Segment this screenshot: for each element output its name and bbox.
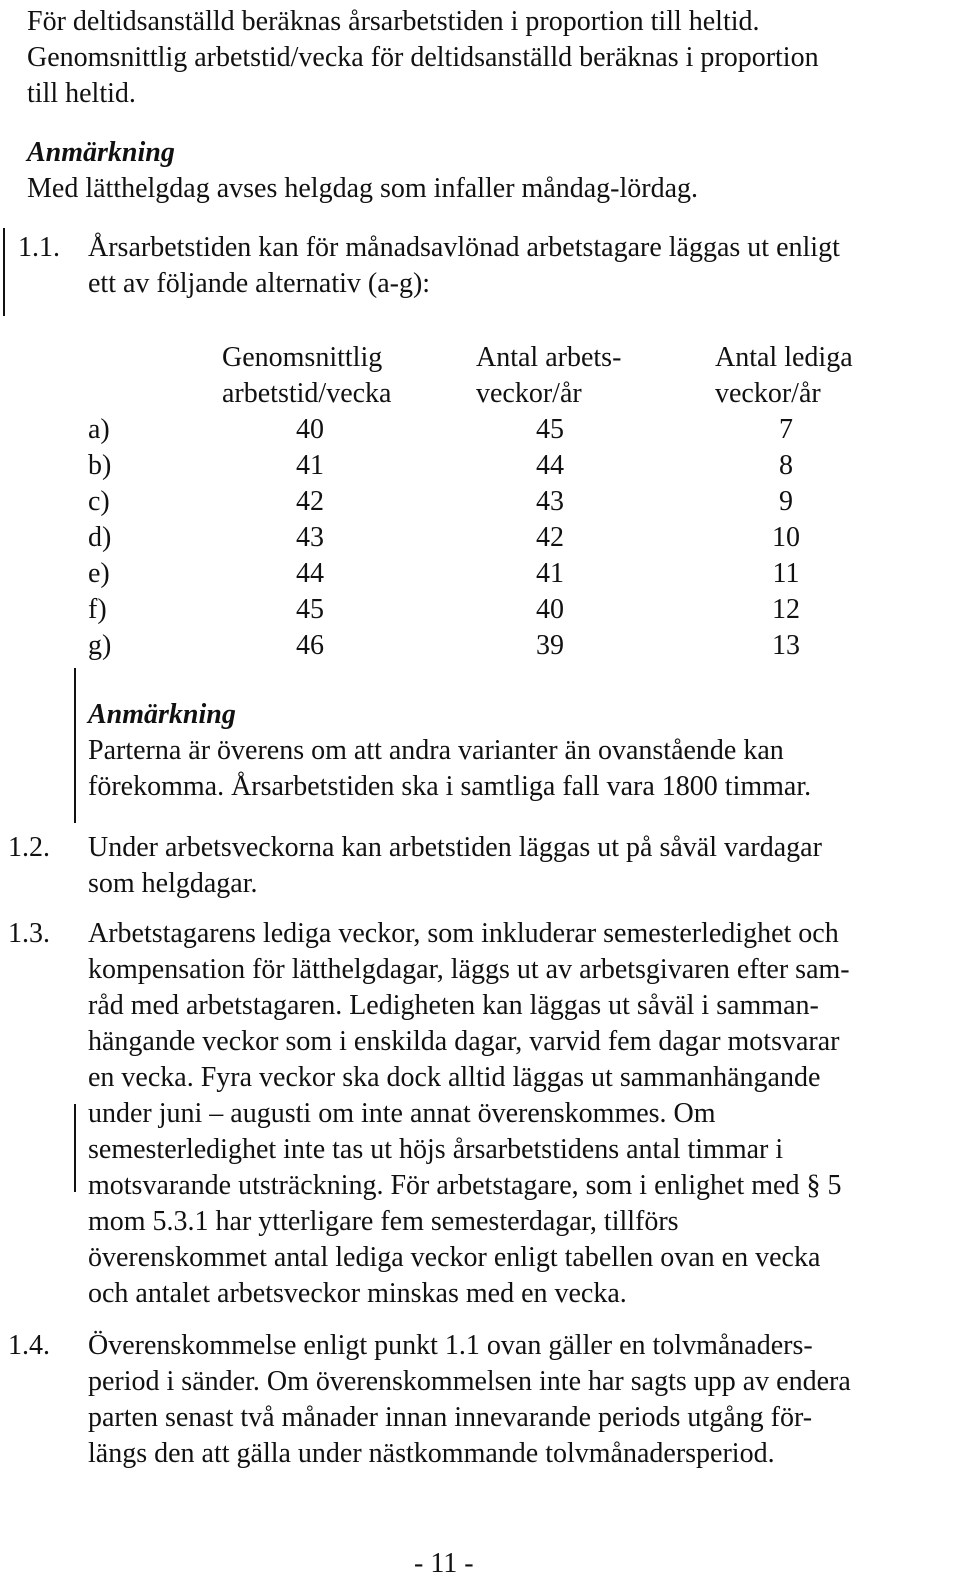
section-text-line: råd med arbetstagaren. Ledigheten kan läggas ut såväl i samman-	[88, 990, 819, 1021]
table-cell-label: a)	[88, 414, 110, 445]
table-cell-hours: 45	[296, 594, 324, 625]
table-cell-label: c)	[88, 486, 110, 517]
table-cell-label: e)	[88, 558, 110, 589]
table-cell-free-weeks: 10	[772, 522, 800, 553]
section-text-line: mom 5.3.1 har ytterligare fem semesterdagar, tillförs	[88, 1206, 679, 1237]
table-cell-hours: 43	[296, 522, 324, 553]
section-text-line: Arbetstagarens lediga veckor, som inkluderar semesterledighet och	[88, 918, 839, 949]
section-text-line: Överenskommelse enligt punkt 1.1 ovan gäller en tolvmånaders-	[88, 1330, 813, 1361]
note-heading: Anmärkning	[27, 137, 175, 168]
table-cell-work-weeks: 40	[536, 594, 564, 625]
section-number: 1.2.	[8, 832, 50, 863]
section-text-line: längs den att gälla under nästkommande tolvmånadersperiod.	[88, 1438, 775, 1469]
intro-line: till heltid.	[27, 78, 136, 109]
table-header-hours-line1: Genomsnittlig	[222, 342, 383, 373]
note-text: Med lätthelgdag avses helgdag som infaller måndag-lördag.	[27, 173, 699, 204]
table-header-work-weeks-line2: veckor/år	[476, 378, 582, 409]
section-text-line: överenskommet antal lediga veckor enligt tabellen ovan en vecka	[88, 1242, 821, 1273]
table-cell-free-weeks: 9	[779, 486, 793, 517]
section-text-line: en vecka. Fyra veckor ska dock alltid läggas ut sammanhängande	[88, 1062, 821, 1093]
note-heading: Anmärkning	[88, 699, 236, 730]
table-cell-label: g)	[88, 630, 112, 661]
table-cell-work-weeks: 44	[536, 450, 564, 481]
section-number: 1.1.	[18, 232, 60, 263]
section-text-line: hängande veckor som i enskilda dagar, varvid fem dagar motsvarar	[88, 1026, 840, 1057]
table-cell-free-weeks: 12	[772, 594, 800, 625]
table-cell-hours: 42	[296, 486, 324, 517]
change-bar	[74, 1104, 76, 1192]
change-bar	[3, 228, 5, 316]
note-text-line: Parterna är överens om att andra varianter än ovanstående kan	[88, 735, 784, 766]
table-cell-work-weeks: 43	[536, 486, 564, 517]
section-1-4-text	[88, 1328, 851, 1472]
intro-line: Genomsnittlig arbetstid/vecka för deltidsanställd beräknas i proportion	[27, 42, 819, 73]
table-cell-free-weeks: 8	[779, 450, 793, 481]
section-text-line: Årsarbetstiden kan för månadsavlönad arbetstagare läggas ut enligt	[88, 232, 840, 263]
table-cell-free-weeks: 13	[772, 630, 800, 661]
section-text-line: under juni – augusti om inte annat överenskommes. Om	[88, 1098, 716, 1129]
section-text-line: ett av följande alternativ (a-g):	[88, 268, 431, 299]
table-header-free-weeks-line2: veckor/år	[715, 378, 821, 409]
table-cell-free-weeks: 11	[772, 558, 800, 589]
table-cell-work-weeks: 42	[536, 522, 564, 553]
table-header-work-weeks-line1: Antal arbets-	[476, 342, 622, 373]
section-text-line: parten senast två månader innan innevarande periods utgång för-	[88, 1402, 813, 1433]
table-header-free-weeks-line1: Antal lediga	[715, 342, 853, 373]
section-text-line: kompensation för lätthelgdagar, läggs ut av arbetsgivaren efter sam-	[88, 954, 850, 985]
section-text-line: som helgdagar.	[88, 868, 258, 899]
section-number: 1.3.	[8, 918, 50, 949]
change-bar	[74, 668, 76, 823]
table-cell-work-weeks: 41	[536, 558, 564, 589]
section-text-line: semesterledighet inte tas ut höjs årsarbetstidens antal timmar i	[88, 1134, 784, 1165]
table-cell-free-weeks: 7	[779, 414, 793, 445]
table-cell-label: f)	[88, 594, 107, 625]
section-text-line: Under arbetsveckorna kan arbetstiden läggas ut på såväl vardagar	[88, 832, 822, 863]
table-cell-label: d)	[88, 522, 112, 553]
table-cell-work-weeks: 45	[536, 414, 564, 445]
intro-line: För deltidsanställd beräknas årsarbetstiden i proportion till heltid.	[27, 6, 760, 37]
section-text-line: period i sänder. Om överenskommelsen inte har sagts upp av endera	[88, 1366, 851, 1397]
section-text-line: och antalet arbetsveckor minskas med en vecka.	[88, 1278, 627, 1309]
table-cell-label: b)	[88, 450, 112, 481]
table-header-hours-line2: arbetstid/vecka	[222, 378, 392, 409]
table-cell-hours: 46	[296, 630, 324, 661]
section-text-line: motsvarande utsträckning. För arbetstagare, som i enlighet med § 5	[88, 1170, 842, 1201]
section-1-3-text	[88, 916, 850, 1312]
note-text-line: förekomma. Årsarbetstiden ska i samtliga fall vara 1800 timmar.	[88, 771, 812, 802]
table-cell-hours: 44	[296, 558, 324, 589]
table-cell-work-weeks: 39	[536, 630, 564, 661]
section-number: 1.4.	[8, 1330, 50, 1361]
page-number: - 11 -	[414, 1548, 474, 1579]
table-cell-hours: 40	[296, 414, 324, 445]
table-cell-hours: 41	[296, 450, 324, 481]
